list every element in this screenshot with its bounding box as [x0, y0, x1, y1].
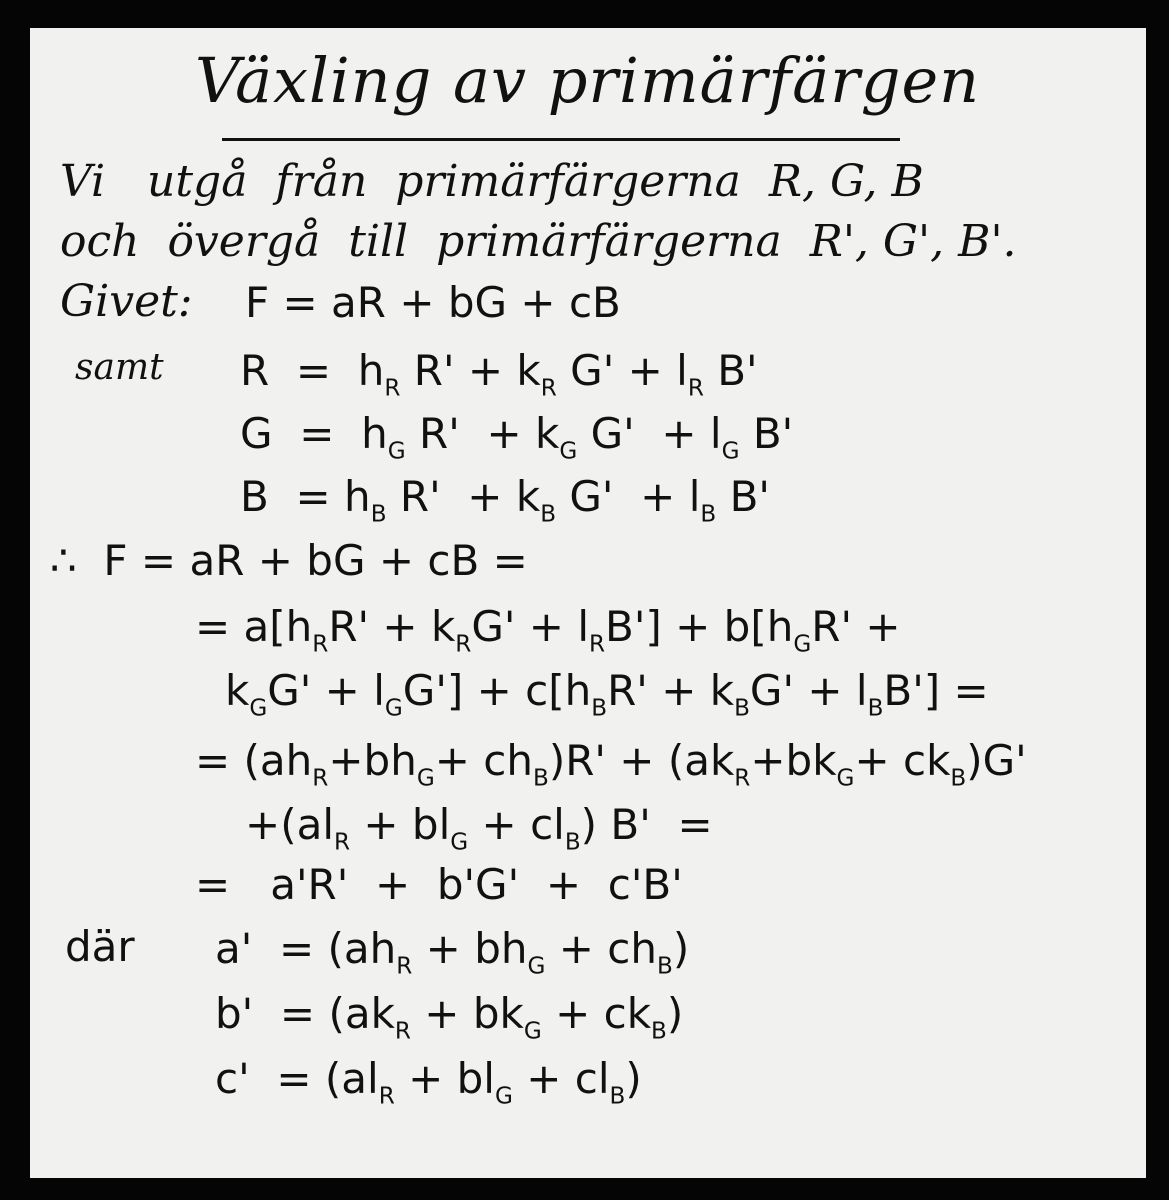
a-prime-equation: $a' = (ah_R + bh_G + ch_B)$	[215, 924, 690, 980]
intro-line-2: och övergå till primärfärgerna R', G', B'.	[60, 216, 1017, 267]
r-transform-equation: $R = h_R$ $R' + k_R$ $G' + l_R$ B'	[240, 346, 758, 402]
expansion-line-4: $+(al_R + bl_G + cl_B) B'$ =	[245, 800, 713, 856]
c-prime-equation: $c' = (al_R + bl_G + cl_B)$	[215, 1054, 642, 1110]
samt-label: samt	[75, 347, 164, 388]
page-title: Växling av primärfärgen	[195, 44, 981, 117]
b-prime-equation: $b' = (ak_R + bk_G + ck_B)$	[215, 989, 684, 1045]
b-transform-equation: $B = h_B$ $R' + k_B$ $G' + l_B$ B'	[240, 472, 770, 528]
given-label: Givet:	[60, 276, 193, 327]
therefore-equation: ∴ F = aR + bG + cB =	[50, 536, 528, 585]
expansion-line-3: = $(ah_R+bh_G+ ch_B)R' + (ak_R+bk_G+ ck_B)G'$	[195, 736, 1027, 792]
expansion-line-1: = $a[h_RR' + k_RG' + l_RB'] + b[h_GR'$ +	[195, 602, 901, 658]
dar-label: där	[65, 922, 135, 971]
handwritten-card	[30, 28, 1146, 1178]
expansion-line-2: $k_GG' + l_GG'] + c[h_BR' + k_BG' + l_BB']$ =	[225, 666, 989, 722]
intro-line-1: Vi utgå från primärfärgerna R, G, B	[60, 156, 924, 207]
g-transform-equation: $G = h_G$ $R' + k_G$ $G' + l_G$ B'	[240, 409, 794, 465]
title-underline	[222, 138, 900, 141]
result-equation: = a'R' + b'G' + c'B'	[195, 860, 683, 909]
given-equation: F = aR + bG + cB	[245, 278, 621, 327]
